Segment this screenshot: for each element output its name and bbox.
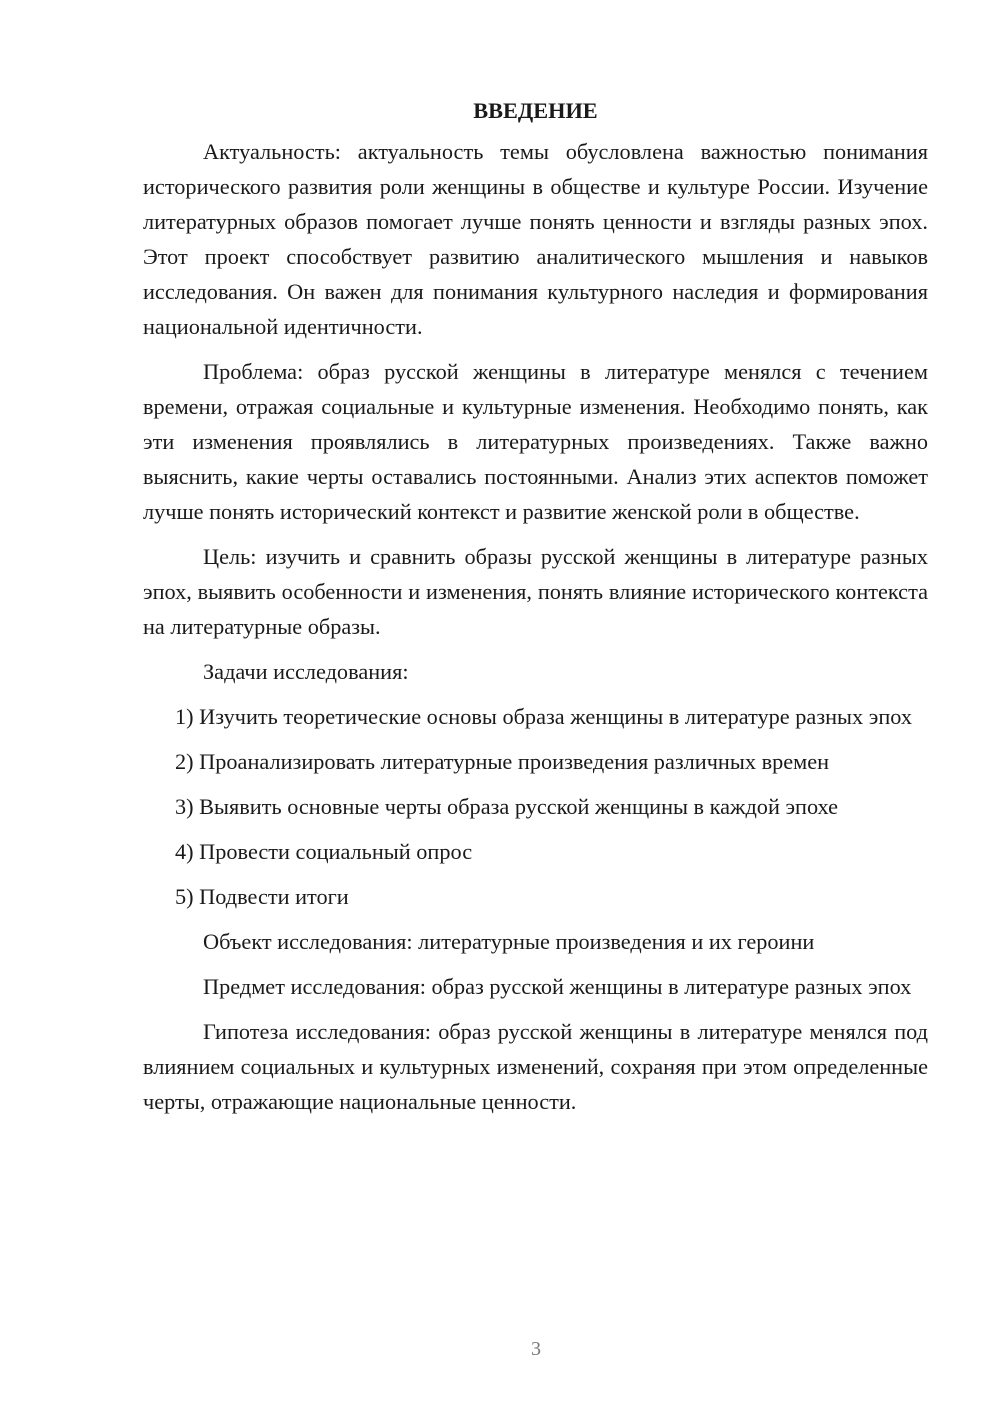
task-item-3: 3) Выявить основные черты образа русской женщины в каждой эпохе: [175, 794, 839, 819]
problem-paragraph: Проблема: образ русской женщины в литературе менялся с течением времени, отражая социальные и культурные изменения. Необходимо понять, как эти изменения проявлялись в литературных произведениях. Также важно выяснить, какие черты оставались постоянными. Анализ этих аспектов поможет лучше понять исторический контекст и развитие женской роли в обществе.: [143, 359, 928, 524]
task-item-5: 5) Подвести итоги: [175, 884, 349, 909]
hypothesis-paragraph: Гипотеза исследования: образ русской женщины в литературе менялся под влиянием социальных и культурных изменений, сохраняя при этом определенные черты, отражающие национальные ценности.: [143, 1019, 928, 1114]
task-item-1: 1) Изучить теоретические основы образа женщины в литературе разных эпох: [175, 704, 913, 729]
subject-paragraph: Предмет исследования: образ русской женщины в литературе разных эпох: [203, 974, 912, 999]
page-title: ВВЕДЕНИЕ: [473, 98, 598, 123]
task-item-4: 4) Провести социальный опрос: [175, 839, 473, 864]
tasks-title: Задачи исследования:: [203, 659, 409, 684]
task-item-2: 2) Проанализировать литературные произведения различных времен: [175, 749, 830, 774]
document-body: [143, 93, 928, 1129]
relevance-paragraph: Актуальность: актуальность темы обусловлена важностью понимания исторического развития роли женщины в обществе и культуре России. Изучение литературных образов помогает лучше понять ценности и взгляды разных эпох. Этот проект способствует развитию аналитического мышления и навыков исследования. Он важен для понимания культурного наследия и формирования национальной идентичности.: [143, 139, 928, 339]
goal-paragraph: Цель: изучить и сравнить образы русской женщины в литературе разных эпох, выявить особенности и изменения, понять влияние исторического контекста на литературные образы.: [143, 544, 928, 639]
page-number: 3: [531, 1338, 541, 1360]
object-line: Объект исследования: литературные произведения и их героини: [203, 929, 815, 954]
